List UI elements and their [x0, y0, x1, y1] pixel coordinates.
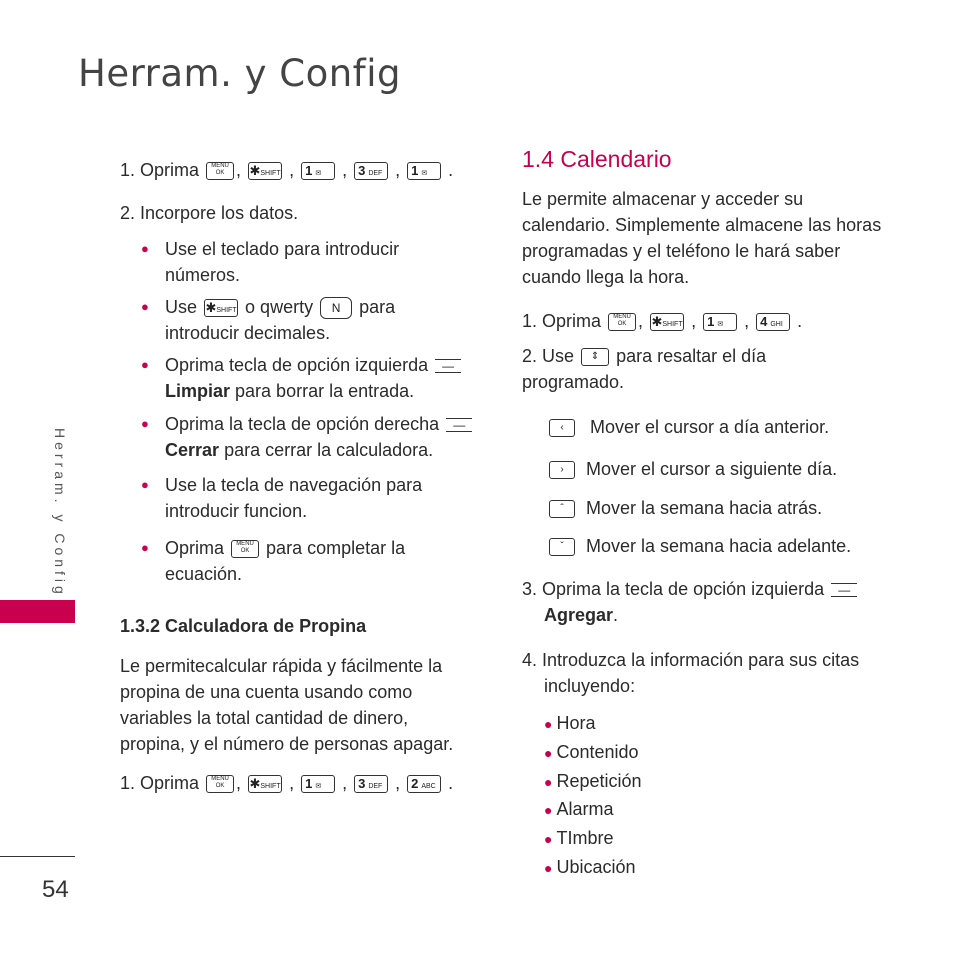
key-1-icon: 1 ✉: [407, 162, 441, 180]
key-1-icon: 1 ✉: [703, 313, 737, 331]
paragraph: Le permitecalcular rápida y fácilmente la propina de una cuenta usando como variables la total cantidad de dinero, propina, y el número de personas apagar.: [120, 656, 454, 754]
section-tab-marker: [0, 600, 75, 623]
appointment-fields-list: [544, 710, 642, 883]
left-soft-key-icon: —: [831, 583, 857, 597]
paragraph: Le permite almacenar y acceder su calendario. Simplemente almacene las horas programadas y el teléfono le hará saber cuando llega la hora.: [522, 189, 882, 287]
shift-key-icon: ✱SHIFT: [249, 163, 281, 179]
right-soft-key-icon: —: [446, 418, 472, 432]
nav-key-icon: ⇕: [581, 348, 609, 366]
left-step-1: 1. Oprima MENU OK , ✱SHIFT , 1 ✉ , 3 DEF , 1 ✉ .: [120, 160, 454, 180]
nav-right-row: › Mover el cursor a siguiente día.: [547, 456, 837, 482]
key-1-icon: 1 ✉: [301, 775, 335, 793]
left-step-1b: 1. Oprima MENU OK , ✱SHIFT , 1 ✉ , 3 DEF , 2 ABC .: [120, 773, 454, 793]
shift-key-icon: ✱SHIFT: [651, 314, 683, 330]
shift-key-icon: ✱SHIFT: [205, 300, 237, 316]
list-item: ● Hora: [544, 713, 596, 733]
section-side-label: Herram. y Config: [52, 428, 68, 598]
menu-ok-key-icon: MENU OK: [608, 313, 636, 331]
right-step-2: 2. Use ⇕ para resaltar el día programado.: [522, 346, 767, 392]
list-item: ● TImbre: [544, 828, 614, 849]
nav-left-icon: ‹: [549, 419, 575, 437]
left-step-2: 2. Incorpore los datos.: [120, 203, 299, 223]
key-3-icon: 3 DEF: [354, 162, 388, 180]
n-key-icon: N: [320, 297, 352, 319]
menu-ok-key-icon: MENU OK: [231, 540, 259, 558]
nav-right-icon: ›: [549, 461, 575, 479]
right-step-4: 4. Introduzca la información para sus citas incluyendo:: [522, 650, 860, 696]
section-heading: 1.4 Calendario: [522, 146, 672, 172]
divider: [0, 856, 75, 857]
menu-ok-key-icon: MENU OK: [206, 775, 234, 793]
list-item: ● Alarma: [544, 799, 614, 820]
shift-key-icon: ✱SHIFT: [249, 776, 281, 792]
list-item: ● Ubicación: [544, 856, 636, 877]
step-text: 1. Oprima: [120, 160, 200, 180]
nav-down-icon: ˇ: [549, 538, 575, 556]
key-1-icon: 1 ✉: [301, 162, 335, 180]
nav-down-row: ˇ Mover la semana hacia adelante.: [547, 533, 851, 559]
right-step-3: 3. Oprima la tecla de opción izquierda — Agregar.: [522, 576, 882, 628]
list-item: ● Repetición: [544, 770, 642, 791]
key-2-icon: 2 ABC: [407, 775, 441, 793]
nav-up-icon: ˆ: [549, 500, 575, 518]
key-4-icon: 4 GHI: [756, 313, 790, 331]
right-step-1: 1. Oprima MENU OK , ✱SHIFT , 1 ✉ , 4 GHI .: [522, 311, 803, 331]
subsection-heading: 1.3.2 Calculadora de Propina: [120, 616, 367, 636]
left-soft-key-icon: —: [435, 359, 461, 373]
page-number: 54: [42, 876, 69, 903]
list-item: ● Contenido: [544, 741, 639, 762]
page-title: Herram. y Config: [78, 52, 401, 95]
menu-ok-key-icon: MENU OK: [206, 162, 234, 180]
nav-up-row: ˆ Mover la semana hacia atrás.: [547, 495, 822, 521]
nav-left-row: ‹ Mover el cursor a día anterior.: [547, 414, 829, 440]
key-3-icon: 3 DEF: [354, 775, 388, 793]
